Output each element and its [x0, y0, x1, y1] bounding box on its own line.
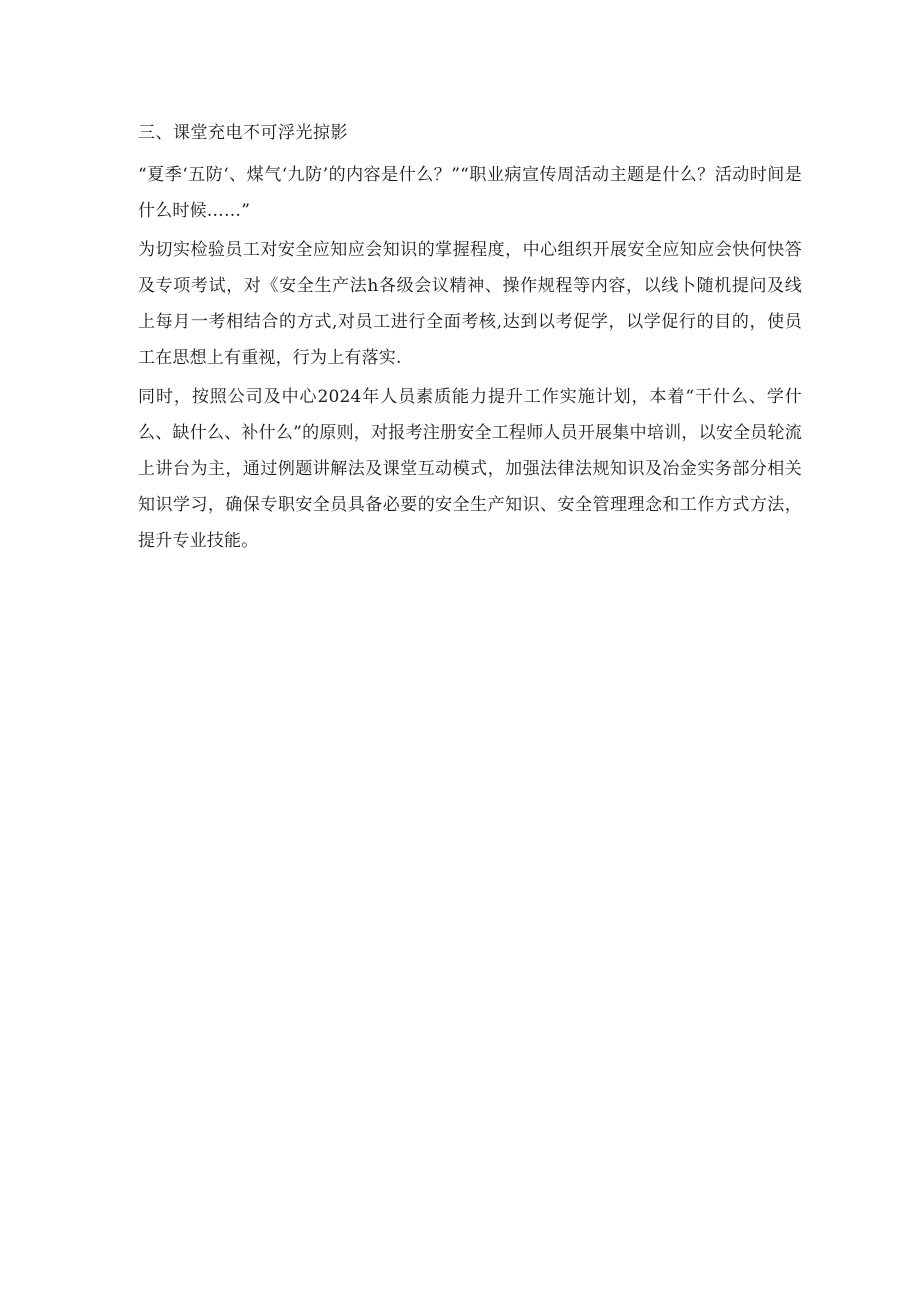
section-heading: 三、课堂充电不可浮光掠影: [138, 123, 348, 143]
paragraph-questions: “夏季‘五防‘、煤气‘九防’的内容是什么？”“职业病宣传周活动主题是什么？活动时间是什么时候……”: [138, 165, 802, 221]
paragraph-training: 同时，按照公司及中心2024年人员素质能力提升工作实施计划，本着“干什么、学什么、缺什么、补什么”的原则，对报考注册安全工程师人员开展集中培训，以安全员轮流上讲台为主，通过例题讲解法及课堂互动模式，加强法律法规知识及冶金实务部分相关知识学习，确保专职安全员具备必要的安全生产知识、安全管理理念和工作方式方法，提升专业技能。: [138, 387, 802, 551]
document-page: [138, 118, 802, 562]
paragraph-assessment: 为切实检验员工对安全应知应会知识的掌握程度，中心组织开展安全应知应会快何快答及专项考试，对《安全生产法h各级会议精神、操作规程等内容，以线卜随机提问及线上每月一考相结合的方式,对员工进行全面考核,达到以考促学，以学促行的目的，使员工在思想上有重视，行为上有落实.: [138, 240, 802, 368]
